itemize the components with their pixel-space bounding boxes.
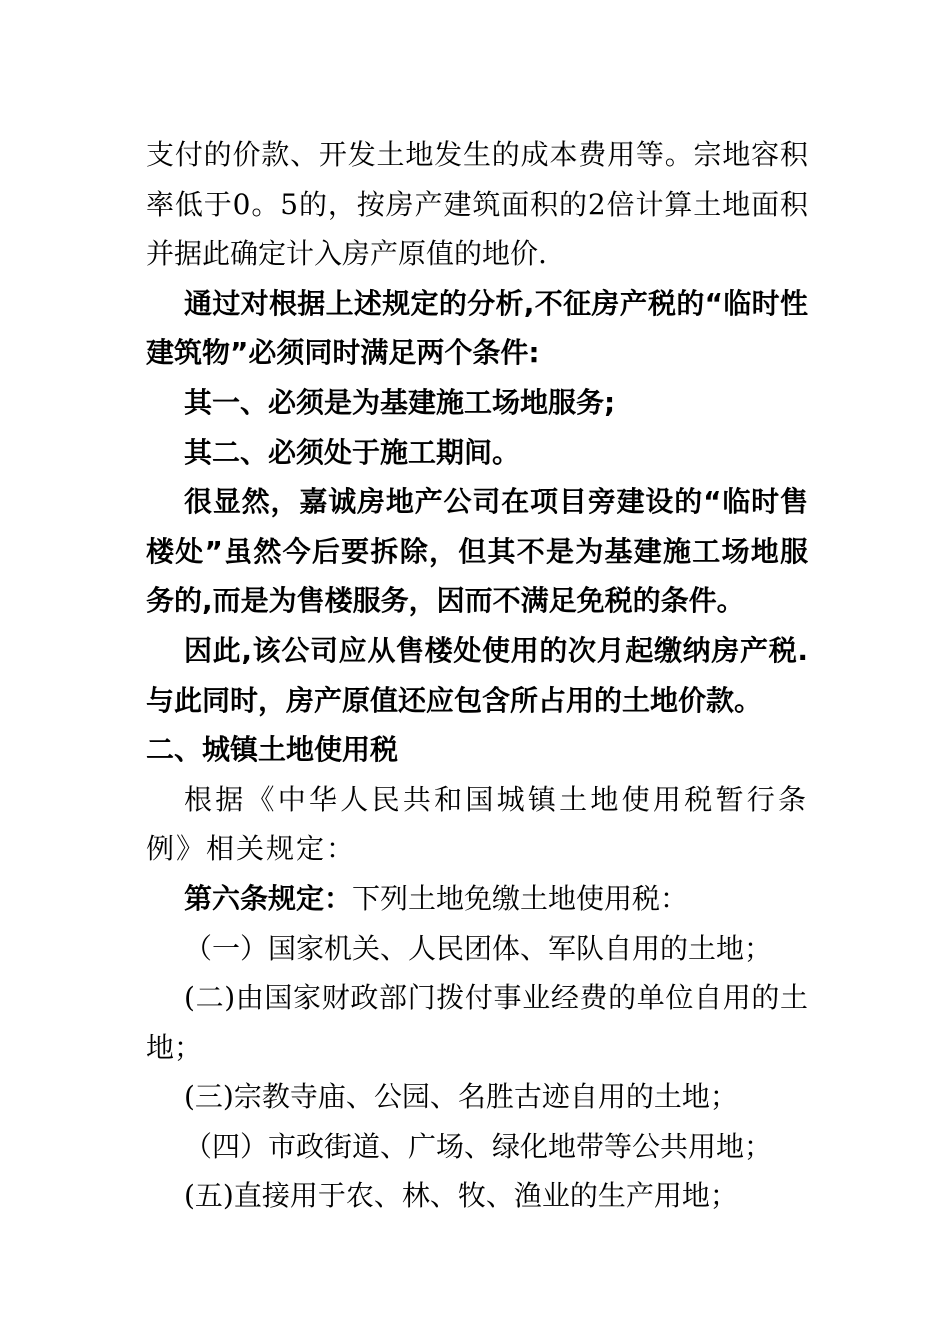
paragraph-article-six: [146, 874, 808, 924]
list-item-exemption-2: (二)由国家财政部门拨付事业经费的单位自用的土地；: [146, 981, 808, 1064]
article-six-text: 下列土地免缴土地使用税：: [352, 881, 689, 915]
section-heading-land-use-tax: 二、城镇土地使用税: [146, 733, 399, 767]
list-item-exemption-5: (五)直接用于农、林、牧、渔业的生产用地；: [184, 1179, 738, 1213]
list-item-exemption-1: （一）国家机关、人民团体、军队自用的土地；: [184, 931, 773, 965]
list-item-exemption-3: (三)宗教寺庙、公园、名胜古迹自用的土地；: [184, 1080, 738, 1114]
paragraph-sales-office-analysis: 很显然，嘉诚房地产公司在项目旁建设的“临时售楼处”虽然今后要拆除，但其不是为基建施工场地服务的,而是为售楼服务，因而不满足免税的条件。: [146, 485, 808, 618]
paragraph-condition-two: 其二、必须处于施工期间。: [184, 435, 521, 469]
paragraph-land-price-rule: 支付的价款、开发土地发生的成本费用等。宗地容积率低于0。5的，按房产建筑面积的2倍计算土地面积并据此确定计入房产原值的地价.: [146, 138, 808, 271]
paragraph-regulation-reference: 根据《中华人民共和国城镇土地使用税暂行条例》相关规定：: [146, 782, 808, 866]
list-item-exemption-4: （四）市政街道、广场、绿化地带等公共用地；: [184, 1129, 773, 1163]
article-six-lead: 第六条规定：: [184, 881, 353, 915]
document-body: [146, 130, 808, 1221]
paragraph-temporary-building-conditions: 通过对根据上述规定的分析,不征房产税的“临时性建筑物”必须同时满足两个条件:: [146, 286, 808, 370]
paragraph-condition-one: 其一、必须是为基建施工场地服务;: [184, 385, 616, 419]
paragraph-conclusion: 因此,该公司应从售楼处使用的次月起缴纳房产税.与此同时，房产原值还应包含所占用的土地价款。: [146, 633, 808, 717]
